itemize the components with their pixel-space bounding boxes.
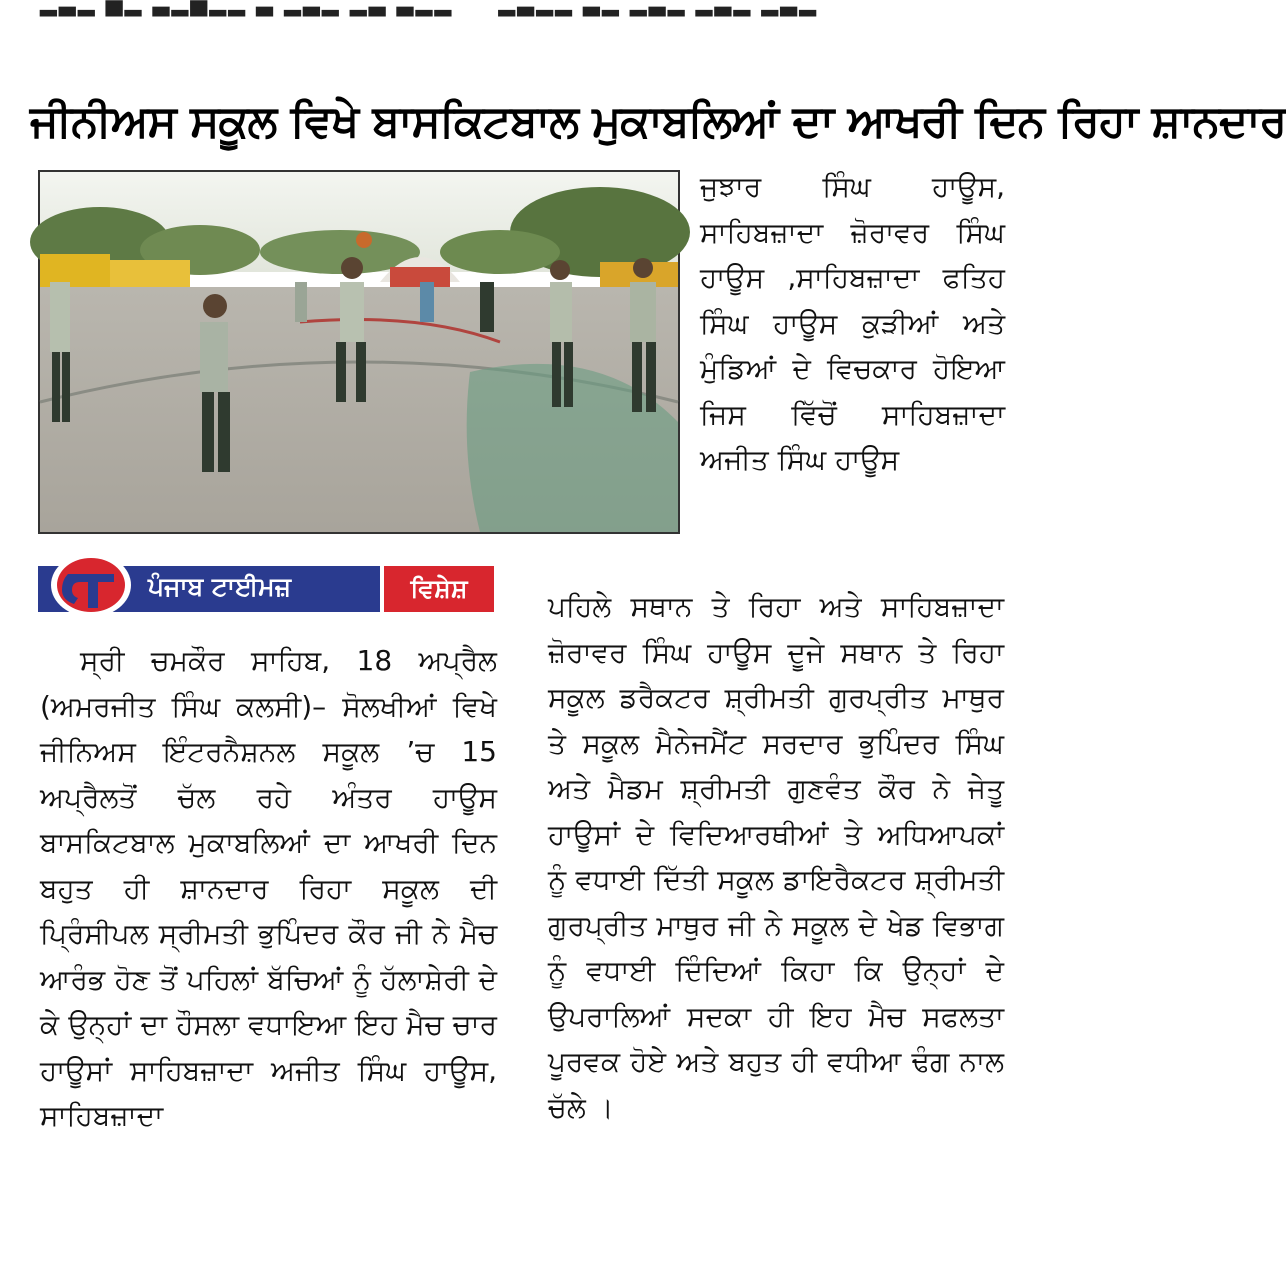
article-text-right-top: ਜੁਝਾਰ ਸਿੰਘ ਹਾਊਸ, ਸਾਹਿਬਜ਼ਾਦਾ ਜ਼ੋਰਾਵਰ ਸਿੰਘ ਹਾਊਸ ,ਸਾਹਿਬਜ਼ਾਦਾ ਫਤਿਹ ਸਿੰਘ ਹਾਊਸ ਕੁੜੀਆਂ ਅਤੇ ਮੁੰਡਿਆਂ ਦੇ ਵਿਚਕਾਰ ਹੋਇਆ ਜਿਸ ਵਿੱਚੋਂ ਸਾਹਿਬਜ਼ਾਦਾ ਅਜੀਤ ਸਿੰਘ ਹਾਊਸ bbox=[700, 170, 1005, 476]
headline: ਜੀਨੀਅਸ ਸਕੂਲ ਵਿਖੇ ਬਾਸਕਿਟਬਾਲ ਮੁਕਾਬਲਿਆਂ ਦਾ ਆਖਰੀ ਦਿਨ ਰਿਹਾ ਸ਼ਾਨਦਾਰ bbox=[30, 96, 1286, 148]
punjab-times-logo-icon bbox=[50, 552, 132, 618]
article-column-right-bottom bbox=[548, 584, 1004, 1130]
article-text-left: ਸ੍ਰੀ ਚਮਕੌਰ ਸਾਹਿਬ, 18 ਅਪ੍ਰੈਲ (ਅਮਰਜੀਤ ਸਿੰਘ ਕਲਸੀ)– ਸੋਲਖੀਆਂ ਵਿਖੇ ਜੀਨਿਅਸ ਇੰਟਰਨੈਸ਼ਨਲ ਸਕੂਲ ’ਚ 15 ਅਪ੍ਰੈਲਤੋਂ ਚੱਲ ਰਹੇ ਅੰਤਰ ਹਾਊਸ ਬਾਸਕਿਟਬਾਲ ਮੁਕਾਬਲਿਆਂ ਦਾ ਆਖਰੀ ਦਿਨ ਬਹੁਤ ਹੀ ਸ਼ਾਨਦਾਰ ਰਿਹਾ ਸਕੂਲ ਦੀ ਪ੍ਰਿੰਸੀਪਲ ਸ੍ਰੀਮਤੀ ਭੁਪਿੰਦਰ ਕੌਰ ਜੀ ਨੇ ਮੈਚ ਆਰੰਭ ਹੋਣ ਤੋਂ ਪਹਿਲਾਂ ਬੱਚਿਆਂ ਨੂੰ ਹੱਲਾਸ਼ੇਰੀ ਦੇ ਕੇ ਉਨ੍ਹਾਂ ਦਾ ਹੌਸਲਾ ਵਧਾਇਆ ਇਹ ਮੈਚ ਚਾਰ ਹਾਊਸਾਂ ਸਾਹਿਬਜ਼ਾਦਾ ਅਜੀਤ ਸਿੰਘ ਹਾਊਸ, ਸਾਹਿਬਜ਼ਾਦਾ bbox=[40, 644, 497, 1132]
banner-tag: ਵਿਸ਼ੇਸ਼ bbox=[384, 566, 494, 612]
publication-banner bbox=[38, 566, 494, 612]
banner-publication-name: ਪੰਜਾਬ ਟਾਈਮਜ਼ bbox=[148, 572, 292, 601]
article-column-right-top bbox=[700, 164, 1005, 483]
basketball-photo bbox=[38, 170, 680, 534]
article-column-left bbox=[40, 638, 497, 1139]
article-text-right-bottom: ਪਹਿਲੇ ਸਥਾਨ ਤੇ ਰਿਹਾ ਅਤੇ ਸਾਹਿਬਜ਼ਾਦਾ ਜ਼ੋਰਾਵਰ ਸਿੰਘ ਹਾਊਸ ਦੂਜੇ ਸਥਾਨ ਤੇ ਰਿਹਾ ਸਕੂਲ ਡਰੈਕਟਰ ਸ਼੍ਰੀਮਤੀ ਗੁਰਪ੍ਰੀਤ ਮਾਥੁਰ ਤੇ ਸਕੂਲ ਮੈਨੇਜਮੈਂਟ ਸਰਦਾਰ ਭੁਪਿੰਦਰ ਸਿੰਘ ਅਤੇ ਮੈਡਮ ਸ਼੍ਰੀਮਤੀ ਗੁਣਵੰਤ ਕੌਰ ਨੇ ਜੇਤੂ ਹਾਊਸਾਂ ਦੇ ਵਿਦਿਆਰਥੀਆਂ ਤੇ ਅਧਿਆਪਕਾਂ ਨੂੰ ਵਧਾਈ ਦਿੱਤੀ ਸਕੂਲ ਡਾਇਰੈਕਟਰ ਸ਼੍ਰੀਮਤੀ ਗੁਰਪ੍ਰੀਤ ਮਾਥੁਰ ਜੀ ਨੇ ਸਕੂਲ ਦੇ ਖੇਡ ਵਿਭਾਗ ਨੂੰ ਵਧਾਈ ਦਿੰਦਿਆਂ ਕਿਹਾ ਕਿ ਉਨ੍ਹਾਂ ਦੇ ਉਪਰਾਲਿਆਂ ਸਦਕਾ ਹੀ ਇਹ ਮੈਚ ਸਫਲਤਾ ਪੂਰਵਕ ਹੋਏ ਅਤੇ ਬਹੁਤ ਹੀ ਵਧੀਆ ਢੰਗ ਨਾਲ ਚੱਲੇ । bbox=[548, 590, 1004, 1124]
cropped-previous-article-line: ▂▃▂ ▅▂ ▃▂▅▂▂ ▃ ▂▃▂ ▂▃ ▃▂▂ ▂▃▂▂ ▃▂ ▂▃▂ ▂▃▂ ▂▃▂ bbox=[40, 0, 819, 17]
